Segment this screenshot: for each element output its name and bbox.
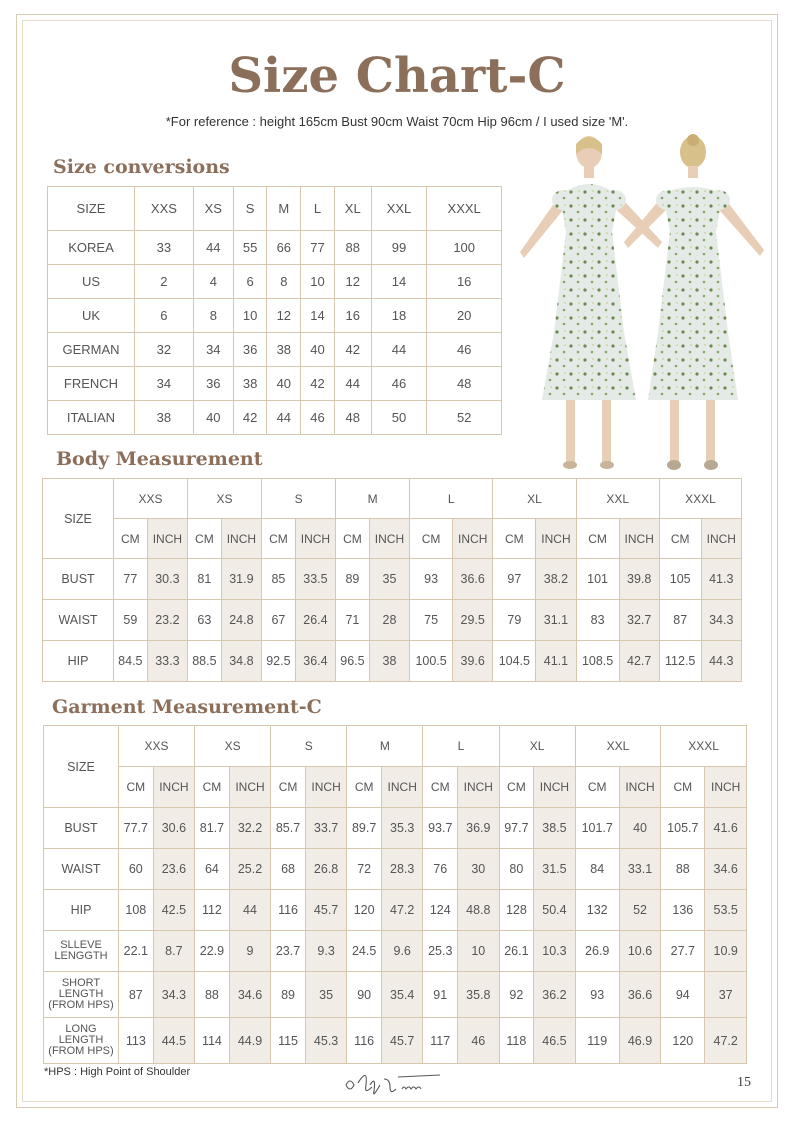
table-cell: 55	[233, 231, 267, 265]
table-cell: 128	[499, 890, 534, 931]
table-cell: 26.8	[305, 849, 346, 890]
header-cell: M	[267, 187, 301, 231]
table-cell: 96.5	[336, 641, 370, 682]
table-cell: 88	[195, 972, 230, 1018]
table-cell: 59	[114, 600, 148, 641]
table-row	[43, 600, 742, 641]
table-cell: 14	[301, 299, 335, 333]
table-cell: 112.5	[659, 641, 701, 682]
table-cell: 27.7	[661, 931, 705, 972]
unit-header: CM	[493, 519, 536, 559]
table-cell: 26.4	[295, 600, 335, 641]
table-cell: 6	[135, 299, 194, 333]
table-cell: 46.5	[534, 1018, 575, 1064]
table-cell: 85	[262, 559, 296, 600]
row-label: HIP	[44, 890, 119, 931]
table-cell: 36	[193, 367, 233, 401]
header-cell: XS	[193, 187, 233, 231]
table-cell: 124	[423, 890, 458, 931]
table-cell: 33.5	[295, 559, 335, 600]
table-row	[43, 559, 742, 600]
dress-model-figure	[512, 132, 770, 472]
row-label: WAIST	[44, 849, 119, 890]
table-cell: 52	[619, 890, 660, 931]
table-cell: 63	[188, 600, 222, 641]
table-cell: 8	[193, 299, 233, 333]
table-cell: 38	[369, 641, 409, 682]
unit-header: CM	[262, 519, 296, 559]
table-cell: 42	[301, 367, 335, 401]
unit-header: INCH	[153, 767, 194, 808]
table-cell: 23.7	[271, 931, 306, 972]
model-front	[520, 136, 662, 469]
header-cell: XXXL	[427, 187, 502, 231]
table-cell: 25.2	[229, 849, 270, 890]
table-cell: 6	[233, 265, 267, 299]
table-cell: 44.5	[153, 1018, 194, 1064]
table-cell: 67	[262, 600, 296, 641]
table-cell: 35.3	[381, 808, 422, 849]
table-cell: 26.1	[499, 931, 534, 972]
table-row	[48, 367, 502, 401]
hps-footnote: *HPS : High Point of Shoulder	[44, 1066, 191, 1078]
table-cell: 44	[267, 401, 301, 435]
table-cell: 35.8	[458, 972, 499, 1018]
size-group-header: M	[347, 726, 423, 767]
table-cell: 38.5	[534, 808, 575, 849]
table-cell: 38	[267, 333, 301, 367]
table-cell: 77	[114, 559, 148, 600]
size-group-header: XL	[499, 726, 575, 767]
table-cell: 28	[369, 600, 409, 641]
table-cell: 36.4	[295, 641, 335, 682]
table-cell: 42.5	[153, 890, 194, 931]
table-cell: 46	[427, 333, 502, 367]
table-cell: 81	[188, 559, 222, 600]
table-cell: 38	[233, 367, 267, 401]
header-cell: XL	[334, 187, 371, 231]
table-cell: 33.1	[619, 849, 660, 890]
table-row	[44, 849, 747, 890]
header-cell: L	[301, 187, 335, 231]
table-cell: 101.7	[575, 808, 619, 849]
table-cell: 79	[493, 600, 536, 641]
garment-measurement-heading: Garment Measurement-C	[52, 696, 322, 718]
table-row	[44, 972, 747, 1018]
size-header: SIZE	[43, 479, 114, 559]
garment-measurement-table	[43, 725, 747, 1064]
table-cell: 72	[347, 849, 382, 890]
table-cell: 77	[301, 231, 335, 265]
table-cell: 80	[499, 849, 534, 890]
size-group-header: XXS	[119, 726, 195, 767]
table-cell: 46	[301, 401, 335, 435]
table-cell: 36	[233, 333, 267, 367]
table-cell: 92	[499, 972, 534, 1018]
table-cell: 34	[135, 367, 194, 401]
page-number: 15	[737, 1075, 751, 1090]
table-cell: 36.6	[453, 559, 493, 600]
table-cell: 24.8	[221, 600, 261, 641]
body-measurement-heading: Body Measurement	[56, 448, 263, 470]
size-group-header: S	[271, 726, 347, 767]
table-cell: 68	[271, 849, 306, 890]
table-cell: 31.9	[221, 559, 261, 600]
table-cell: 101	[576, 559, 619, 600]
table-cell: 44	[193, 231, 233, 265]
table-cell: 88.5	[188, 641, 222, 682]
table-cell: 89	[271, 972, 306, 1018]
row-label: FRENCH	[48, 367, 135, 401]
size-header: SIZE	[44, 726, 119, 808]
table-cell: 26.9	[575, 931, 619, 972]
table-cell: 118	[499, 1018, 534, 1064]
table-cell: 93	[575, 972, 619, 1018]
size-group-header: XXL	[575, 726, 661, 767]
unit-header: INCH	[453, 519, 493, 559]
table-cell: 34.6	[229, 972, 270, 1018]
unit-header: CM	[576, 519, 619, 559]
unit-header: INCH	[147, 519, 187, 559]
table-cell: 41.1	[536, 641, 576, 682]
header-cell: XXS	[135, 187, 194, 231]
unit-header: INCH	[534, 767, 575, 808]
table-cell: 89.7	[347, 808, 382, 849]
row-label: KOREA	[48, 231, 135, 265]
header-cell: S	[233, 187, 267, 231]
table-cell: 29.5	[453, 600, 493, 641]
table-cell: 77.7	[119, 808, 154, 849]
table-cell: 46.9	[619, 1018, 660, 1064]
unit-header: CM	[347, 767, 382, 808]
table-cell: 97	[493, 559, 536, 600]
size-group-header: XXXL	[659, 479, 741, 519]
unit-header: CM	[575, 767, 619, 808]
table-cell: 41.6	[705, 808, 747, 849]
table-cell: 44.3	[701, 641, 741, 682]
table-cell: 28.3	[381, 849, 422, 890]
table-cell: 25.3	[423, 931, 458, 972]
table-cell: 91	[423, 972, 458, 1018]
table-cell: 84	[575, 849, 619, 890]
unit-header: CM	[410, 519, 453, 559]
table-cell: 36.9	[458, 808, 499, 849]
table-cell: 87	[119, 972, 154, 1018]
unit-header: CM	[336, 519, 370, 559]
table-cell: 12	[334, 265, 371, 299]
table-cell: 75	[410, 600, 453, 641]
table-cell: 40	[267, 367, 301, 401]
size-group-header: M	[336, 479, 410, 519]
table-cell: 33	[135, 231, 194, 265]
table-cell: 99	[371, 231, 427, 265]
unit-header: CM	[188, 519, 222, 559]
table-cell: 30.3	[147, 559, 187, 600]
table-cell: 105.7	[661, 808, 705, 849]
table-cell: 71	[336, 600, 370, 641]
table-row	[48, 265, 502, 299]
table-cell: 114	[195, 1018, 230, 1064]
table-cell: 64	[195, 849, 230, 890]
table-cell: 84.5	[114, 641, 148, 682]
size-group-header: L	[423, 726, 499, 767]
table-cell: 32.7	[619, 600, 659, 641]
table-cell: 93	[410, 559, 453, 600]
table-cell: 132	[575, 890, 619, 931]
table-cell: 105	[659, 559, 701, 600]
unit-header: INCH	[381, 767, 422, 808]
size-group-header: XXS	[114, 479, 188, 519]
table-cell: 34.6	[705, 849, 747, 890]
size-group-header: XL	[493, 479, 576, 519]
table-cell: 10.3	[534, 931, 575, 972]
table-cell: 120	[347, 890, 382, 931]
row-label: SLLEVE LENGGTH	[44, 931, 119, 972]
table-cell: 30.6	[153, 808, 194, 849]
table-cell: 20	[427, 299, 502, 333]
table-row	[48, 299, 502, 333]
table-cell: 44	[371, 333, 427, 367]
unit-header: CM	[195, 767, 230, 808]
table-cell: 44	[334, 367, 371, 401]
table-cell: 45.3	[305, 1018, 346, 1064]
table-cell: 35	[369, 559, 409, 600]
table-cell: 24.5	[347, 931, 382, 972]
table-cell: 108.5	[576, 641, 619, 682]
table-cell: 53.5	[705, 890, 747, 931]
unit-header: INCH	[221, 519, 261, 559]
table-row	[48, 231, 502, 265]
unit-header: INCH	[705, 767, 747, 808]
unit-header: INCH	[536, 519, 576, 559]
table-cell: 81.7	[195, 808, 230, 849]
table-row	[44, 1018, 747, 1064]
size-group-header: XS	[195, 726, 271, 767]
table-cell: 48.8	[458, 890, 499, 931]
table-cell: 85.7	[271, 808, 306, 849]
table-cell: 42	[334, 333, 371, 367]
row-label: BUST	[44, 808, 119, 849]
table-cell: 115	[271, 1018, 306, 1064]
table-cell: 9.6	[381, 931, 422, 972]
table-cell: 35	[305, 972, 346, 1018]
table-cell: 31.1	[536, 600, 576, 641]
table-cell: 48	[334, 401, 371, 435]
table-cell: 47.2	[705, 1018, 747, 1064]
table-cell: 89	[336, 559, 370, 600]
table-cell: 36.2	[534, 972, 575, 1018]
reference-note: *For reference : height 165cm Bust 90cm Waist 70cm Hip 96cm / I used size 'M'.	[165, 114, 629, 129]
row-label: US	[48, 265, 135, 299]
table-cell: 34.3	[153, 972, 194, 1018]
table-cell: 10	[233, 299, 267, 333]
table-cell: 136	[661, 890, 705, 931]
table-cell: 45.7	[381, 1018, 422, 1064]
row-label: BUST	[43, 559, 114, 600]
table-cell: 41.3	[701, 559, 741, 600]
table-cell: 23.2	[147, 600, 187, 641]
table-cell: 14	[371, 265, 427, 299]
table-cell: 32	[135, 333, 194, 367]
table-cell: 34	[193, 333, 233, 367]
table-cell: 2	[135, 265, 194, 299]
row-label: GERMAN	[48, 333, 135, 367]
brand-logo	[340, 1065, 452, 1099]
table-cell: 48	[427, 367, 502, 401]
table-cell: 92.5	[262, 641, 296, 682]
table-cell: 46	[458, 1018, 499, 1064]
table-cell: 90	[347, 972, 382, 1018]
table-cell: 52	[427, 401, 502, 435]
table-row	[48, 333, 502, 367]
table-cell: 100.5	[410, 641, 453, 682]
unit-header: INCH	[619, 767, 660, 808]
table-cell: 40	[193, 401, 233, 435]
table-cell: 34.3	[701, 600, 741, 641]
table-cell: 32.2	[229, 808, 270, 849]
table-cell: 88	[334, 231, 371, 265]
size-conversions-heading: Size conversions	[53, 156, 230, 178]
table-cell: 104.5	[493, 641, 536, 682]
unit-header: INCH	[305, 767, 346, 808]
unit-header: INCH	[295, 519, 335, 559]
body-measurement-table	[42, 478, 742, 682]
table-cell: 94	[661, 972, 705, 1018]
table-cell: 33.7	[305, 808, 346, 849]
table-cell: 93.7	[423, 808, 458, 849]
table-cell: 108	[119, 890, 154, 931]
size-group-header: S	[262, 479, 336, 519]
row-label: ITALIAN	[48, 401, 135, 435]
table-cell: 10	[301, 265, 335, 299]
table-cell: 22.9	[195, 931, 230, 972]
table-cell: 116	[347, 1018, 382, 1064]
table-row	[44, 890, 747, 931]
table-row	[43, 641, 742, 682]
table-cell: 35.4	[381, 972, 422, 1018]
unit-header: INCH	[369, 519, 409, 559]
table-row	[44, 808, 747, 849]
table-cell: 66	[267, 231, 301, 265]
unit-header: CM	[119, 767, 154, 808]
table-cell: 97.7	[499, 808, 534, 849]
table-cell: 50.4	[534, 890, 575, 931]
table-cell: 39.6	[453, 641, 493, 682]
unit-header: INCH	[619, 519, 659, 559]
table-cell: 10	[458, 931, 499, 972]
table-cell: 120	[661, 1018, 705, 1064]
table-cell: 88	[661, 849, 705, 890]
row-label: SHORT LENGTH (FROM HPS)	[44, 972, 119, 1018]
table-cell: 23.6	[153, 849, 194, 890]
table-cell: 44	[229, 890, 270, 931]
size-group-header: L	[410, 479, 493, 519]
table-cell: 36.6	[619, 972, 660, 1018]
row-label: UK	[48, 299, 135, 333]
table-row	[48, 401, 502, 435]
table-cell: 47.2	[381, 890, 422, 931]
table-cell: 100	[427, 231, 502, 265]
table-cell: 50	[371, 401, 427, 435]
table-cell: 8	[267, 265, 301, 299]
table-cell: 10.6	[619, 931, 660, 972]
table-cell: 119	[575, 1018, 619, 1064]
table-cell: 16	[427, 265, 502, 299]
row-label: LONG LENGTH (FROM HPS)	[44, 1018, 119, 1064]
unit-header: CM	[271, 767, 306, 808]
model-back	[624, 134, 764, 470]
unit-header: CM	[661, 767, 705, 808]
unit-header: CM	[499, 767, 534, 808]
unit-header: INCH	[701, 519, 741, 559]
table-cell: 10.9	[705, 931, 747, 972]
table-cell: 38.2	[536, 559, 576, 600]
table-cell: 60	[119, 849, 154, 890]
table-cell: 42.7	[619, 641, 659, 682]
header-cell: SIZE	[48, 187, 135, 231]
table-cell: 38	[135, 401, 194, 435]
table-cell: 116	[271, 890, 306, 931]
unit-header: INCH	[458, 767, 499, 808]
size-group-header: XXXL	[661, 726, 747, 767]
table-cell: 117	[423, 1018, 458, 1064]
table-cell: 12	[267, 299, 301, 333]
unit-header: CM	[659, 519, 701, 559]
table-cell: 37	[705, 972, 747, 1018]
table-cell: 9.3	[305, 931, 346, 972]
table-cell: 87	[659, 600, 701, 641]
table-cell: 18	[371, 299, 427, 333]
unit-header: CM	[114, 519, 148, 559]
size-group-header: XS	[188, 479, 262, 519]
row-label: WAIST	[43, 600, 114, 641]
table-cell: 44.9	[229, 1018, 270, 1064]
table-row	[44, 931, 747, 972]
table-cell: 16	[334, 299, 371, 333]
row-label: HIP	[43, 641, 114, 682]
table-cell: 22.1	[119, 931, 154, 972]
size-conversions-table	[47, 186, 502, 435]
table-cell: 8.7	[153, 931, 194, 972]
table-cell: 113	[119, 1018, 154, 1064]
table-cell: 42	[233, 401, 267, 435]
table-cell: 83	[576, 600, 619, 641]
table-cell: 9	[229, 931, 270, 972]
table-cell: 40	[619, 808, 660, 849]
header-cell: XXL	[371, 187, 427, 231]
table-cell: 39.8	[619, 559, 659, 600]
table-cell: 46	[371, 367, 427, 401]
table-cell: 40	[301, 333, 335, 367]
table-cell: 112	[195, 890, 230, 931]
page-title: Size Chart-C	[228, 48, 566, 104]
table-cell: 4	[193, 265, 233, 299]
unit-header: INCH	[229, 767, 270, 808]
table-cell: 76	[423, 849, 458, 890]
table-cell: 33.3	[147, 641, 187, 682]
table-cell: 45.7	[305, 890, 346, 931]
table-cell: 31.5	[534, 849, 575, 890]
size-group-header: XXL	[576, 479, 659, 519]
table-cell: 30	[458, 849, 499, 890]
table-cell: 34.8	[221, 641, 261, 682]
unit-header: CM	[423, 767, 458, 808]
